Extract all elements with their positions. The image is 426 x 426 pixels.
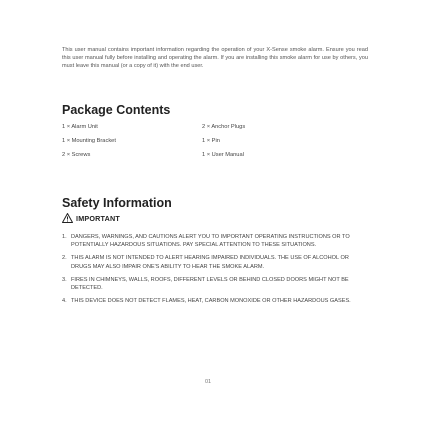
list-item [62, 233, 370, 249]
list-item-number: 2. [62, 255, 67, 262]
list-item-text: THIS DEVICE DOES NOT DETECT FLAMES, HEAT, CARBON MONOXIDE OR OTHER HAZARDOUS GASES. [71, 298, 351, 305]
package-item: 1 × User Manual [202, 152, 244, 158]
list-item-text: THIS ALARM IS NOT INTENDED TO ALERT HEARING IMPAIRED INDIVIDUALS. THE USE OF ALCOHOL OR DRUGS MAY ALSO IMPAIR ONE'S ABILITY TO HEAR THE SMOKE ALARM. [71, 255, 349, 270]
package-item: 1 × Alarm Unit [62, 124, 98, 130]
list-item [62, 254, 370, 270]
list-item [62, 276, 370, 292]
important-label: IMPORTANT [76, 213, 120, 223]
list-item-number: 1. [62, 234, 67, 240]
list-item-number: 3. [62, 276, 67, 283]
package-contents-heading: Package Contents [62, 103, 171, 117]
warning-icon [62, 213, 73, 223]
safety-information-heading: Safety Information [62, 196, 172, 210]
important-notice [62, 213, 120, 223]
package-item: 2 × Screws [62, 152, 91, 158]
list-item [62, 297, 370, 305]
package-item: 1 × Mounting Bracket [62, 138, 116, 144]
page-number: 01 [205, 379, 212, 385]
list-item-number: 4. [62, 298, 67, 305]
list-item-text: FIRES IN CHIMNEYS, WALLS, ROOFS, DIFFERENT LEVELS OR BEHIND CLOSED DOORS MIGHT NOT BE DETECTED. [71, 276, 349, 292]
package-item: 1 × Pin [202, 138, 220, 144]
list-item-text: DANGERS, WARNINGS, AND CAUTIONS ALERT YOU TO IMPORTANT OPERATING INSTRUCTIONS OR TO POTENTIALLY HAZARDOUS SITUATIONS. PAY SPECIAL ATTENTION TO THESE SITUATIONS. [71, 234, 350, 249]
safety-list [62, 233, 370, 310]
package-item: 2 × Anchor Plugs [202, 124, 246, 130]
package-contents-list [62, 123, 362, 160]
intro-paragraph: This user manual contains important information regarding the operation of your X-Sense smoke alarm. Ensure you read this user manual fully before installing and operating the alarm. If you are installing this smoke alarm for use by others, you must leave this manual (or a copy of it) with the end user. [62, 46, 368, 70]
